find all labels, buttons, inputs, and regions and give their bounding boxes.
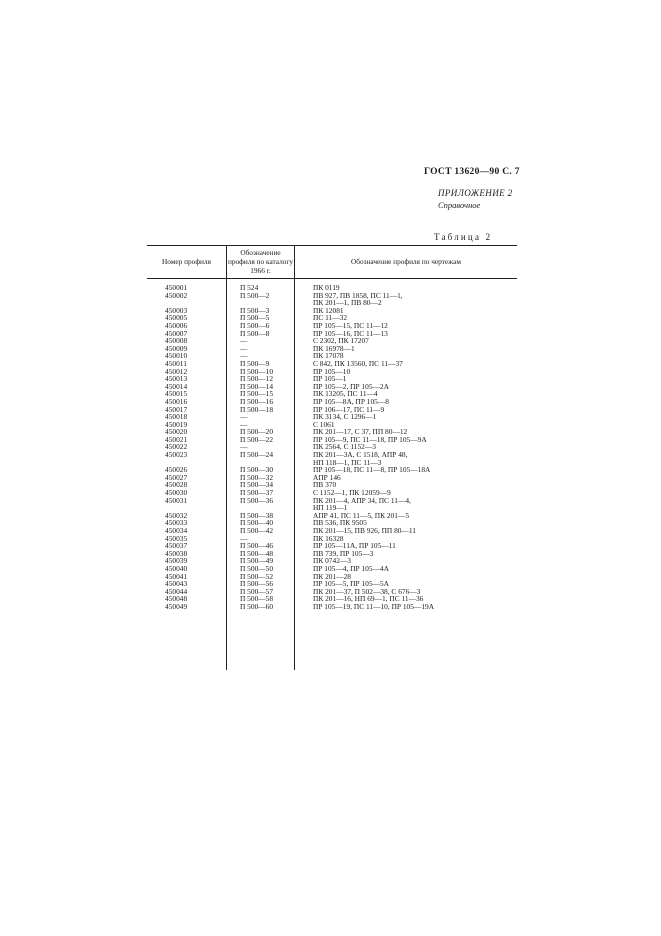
drawing-designation: ПК 0742—3 [313, 556, 351, 566]
drawing-designation: ПК 201—28 [313, 571, 351, 581]
profile-number: 450018 [165, 412, 188, 422]
drawing-designation: АПР 146 [313, 472, 341, 482]
drawing-designation: ПР 105—8А, ПР 105—8 [313, 396, 389, 406]
column-header-number: Номер профиля [162, 257, 211, 266]
catalog-designation: П 500—52 [240, 571, 274, 581]
catalog-designation: П 500—38 [240, 510, 274, 520]
catalog-designation: П 500—24 [240, 450, 274, 460]
drawing-designation: ПВ 370 [313, 480, 337, 490]
table-row [147, 603, 517, 611]
drawing-designation: ПР 105—2, ПР 105—2А [313, 381, 389, 391]
catalog-designation: П 500—16 [240, 396, 274, 406]
catalog-designation: П 500—20 [240, 427, 274, 437]
profile-number: 450021 [165, 434, 188, 444]
profile-number: 450027 [165, 472, 188, 482]
profile-number: 450040 [165, 563, 188, 573]
catalog-designation: П 500—14 [240, 381, 274, 391]
profile-number: 450038 [165, 548, 188, 558]
profile-number: 450049 [165, 601, 188, 611]
drawing-designation: ПК 201—37, П 502—38, С 676—3 [313, 586, 421, 596]
profile-number: 450022 [165, 442, 188, 452]
profile-number: 450002 [165, 290, 188, 300]
drawing-designation: С 842, ПК 13560, ПС 11—37 [313, 358, 403, 368]
drawing-designation: ПК 201—1, ПВ 80—2 [313, 298, 382, 308]
drawing-designation: ПР 105—11А, ПР 105—11 [313, 541, 396, 551]
appendix-subtitle: Справочное [438, 200, 481, 210]
profile-number: 450041 [165, 571, 188, 581]
profile-number: 450003 [165, 305, 188, 315]
table-header-rule [147, 278, 517, 279]
drawing-designation: НП 118—1, ПС 11—3 [313, 457, 382, 467]
drawing-designation: ПК 201—15, ПВ 926, ПП 80—11 [313, 526, 416, 535]
drawing-designation: ПК 201—4, АПР 34, ПС 11—4, [313, 495, 411, 505]
drawing-designation: ПР 105—10 [313, 366, 351, 376]
drawing-designation: ПК 17078 [313, 351, 344, 361]
profile-number: 450012 [165, 366, 188, 376]
catalog-designation: П 500—57 [240, 586, 274, 596]
profile-number: 450033 [165, 518, 188, 528]
drawing-designation: ПК 16328 [313, 533, 344, 543]
profile-number: 450020 [165, 427, 188, 437]
profile-number: 450005 [165, 313, 188, 323]
drawing-designation: ПК 3134, С 1296—1 [313, 412, 377, 422]
profile-number: 450026 [165, 465, 188, 475]
profile-number: 450014 [165, 381, 188, 391]
catalog-designation: — [240, 419, 248, 429]
profile-number: 450017 [165, 404, 188, 414]
profile-number: 450032 [165, 510, 188, 520]
catalog-designation: П 500—50 [240, 563, 274, 573]
drawing-designation: С 1152—1, ПК 12059—9 [313, 488, 391, 498]
catalog-designation: — [240, 343, 248, 353]
profile-number: 450037 [165, 541, 188, 551]
catalog-designation: — [240, 351, 248, 361]
profile-number: 450039 [165, 556, 188, 566]
catalog-designation: П 500—2 [240, 290, 270, 300]
catalog-designation: — [240, 533, 248, 543]
catalog-designation: П 500—42 [240, 526, 274, 535]
drawing-designation: ПР 105—18, ПС 11—8, ПР 105—18А [313, 465, 431, 475]
drawing-designation: ПВ 927, ПВ 1858, ПС 11—1, [313, 290, 403, 300]
catalog-designation: П 500—18 [240, 404, 274, 414]
profile-number: 450019 [165, 419, 188, 429]
drawing-designation: ПК 12081 [313, 305, 344, 315]
catalog-designation: П 500—8 [240, 328, 270, 338]
catalog-designation: П 500—10 [240, 366, 274, 376]
drawing-designation: ПК 201—16, НП 69—1, ПС 11—36 [313, 594, 424, 604]
catalog-designation: П 524 [240, 283, 259, 292]
catalog-designation: — [240, 336, 248, 346]
profile-number: 450001 [165, 283, 188, 292]
profile-number: 450007 [165, 328, 188, 338]
table-label: Таблица 2 [434, 232, 493, 242]
drawing-designation: НП 119—1 [313, 503, 348, 513]
appendix-title: ПРИЛОЖЕНИЕ 2 [438, 188, 513, 198]
drawing-designation: ПР 105—1 [313, 374, 347, 384]
profile-number: 450034 [165, 526, 188, 535]
profile-number: 450011 [165, 358, 187, 368]
profile-number: 450030 [165, 488, 188, 498]
drawing-designation: ПК 2564, С 1152—3 [313, 442, 376, 452]
catalog-designation: П 500—56 [240, 579, 274, 589]
profile-number: 450023 [165, 450, 188, 460]
profile-number: 450010 [165, 351, 188, 361]
profile-number: 450013 [165, 374, 188, 384]
catalog-designation: П 500—30 [240, 465, 274, 475]
drawing-designation: ПР 105—9, ПС 11—18, ПР 105—9А [313, 434, 427, 444]
catalog-designation: П 500—58 [240, 594, 274, 604]
catalog-designation: П 500—6 [240, 320, 270, 330]
profile-number: 450008 [165, 336, 188, 346]
profile-number: 450006 [165, 320, 188, 330]
table-body [147, 284, 517, 611]
drawing-designation: ПВ 739, ПР 105—3 [313, 548, 374, 558]
drawing-designation: ПР 105—19, ПС 11—10, ПР 105—19А [313, 601, 435, 611]
catalog-designation: П 500—22 [240, 434, 274, 444]
catalog-designation: — [240, 442, 248, 452]
catalog-designation: П 500—60 [240, 601, 274, 611]
catalog-designation: П 500—3 [240, 305, 270, 315]
drawing-designation: ПК 16978—1 [313, 343, 355, 353]
column-header-catalog: Обозначение профиля по каталогу 1966 г. [227, 248, 294, 275]
drawing-designation: ПР 105—5, ПР 105—5А [313, 579, 389, 589]
profile-number: 450043 [165, 579, 188, 589]
catalog-designation: П 500—34 [240, 480, 274, 490]
catalog-designation: П 500—48 [240, 548, 274, 558]
profile-number: 450015 [165, 389, 188, 399]
drawing-designation: ПС 11—32 [313, 313, 348, 323]
document-code: ГОСТ 13620—90 С. 7 [424, 167, 520, 177]
catalog-designation: П 500—5 [240, 313, 270, 323]
drawing-designation: АПР 41, ПС 11—5, ПК 201—5 [313, 510, 410, 520]
profile-number: 450028 [165, 480, 188, 490]
drawing-designation: ПК 201—3А, С 1518, АПР 48, [313, 450, 408, 460]
profile-number: 450035 [165, 533, 188, 543]
profile-number: 450048 [165, 594, 188, 604]
profile-number: 450009 [165, 343, 188, 353]
drawing-designation: С 1061 [313, 419, 335, 429]
drawing-designation: ПК 0119 [313, 283, 340, 292]
catalog-designation: П 500—9 [240, 358, 270, 368]
catalog-designation: П 500—46 [240, 541, 274, 551]
column-header-drawing: Обозначение профиля по чертежам [351, 257, 461, 266]
catalog-designation: П 500—32 [240, 472, 274, 482]
profile-number: 450044 [165, 586, 188, 596]
drawing-designation: ПК 201—17, С 37, ПП 80—12 [313, 427, 408, 437]
drawing-designation: ПВ 536, ПК 9505 [313, 518, 367, 528]
catalog-designation: П 500—37 [240, 488, 274, 498]
drawing-designation: С 2302, ПК 17207 [313, 336, 369, 346]
drawing-designation: ПК 13205, ПС 11—4 [313, 389, 378, 399]
catalog-designation: П 500—36 [240, 495, 274, 505]
drawing-designation: ПР 106—17, ПС 11—9 [313, 404, 385, 414]
profile-number: 450031 [165, 495, 188, 505]
catalog-designation: — [240, 412, 248, 422]
catalog-designation: П 500—40 [240, 518, 274, 528]
profile-number: 450016 [165, 396, 188, 406]
drawing-designation: ПР 105—15, ПС 11—12 [313, 320, 388, 330]
catalog-designation: П 500—12 [240, 374, 274, 384]
catalog-designation: П 500—15 [240, 389, 274, 399]
drawing-designation: ПР 105—16, ПС 11—13 [313, 328, 388, 338]
drawing-designation: ПР 105—4, ПР 105—4А [313, 563, 389, 573]
catalog-designation: П 500—49 [240, 556, 274, 566]
